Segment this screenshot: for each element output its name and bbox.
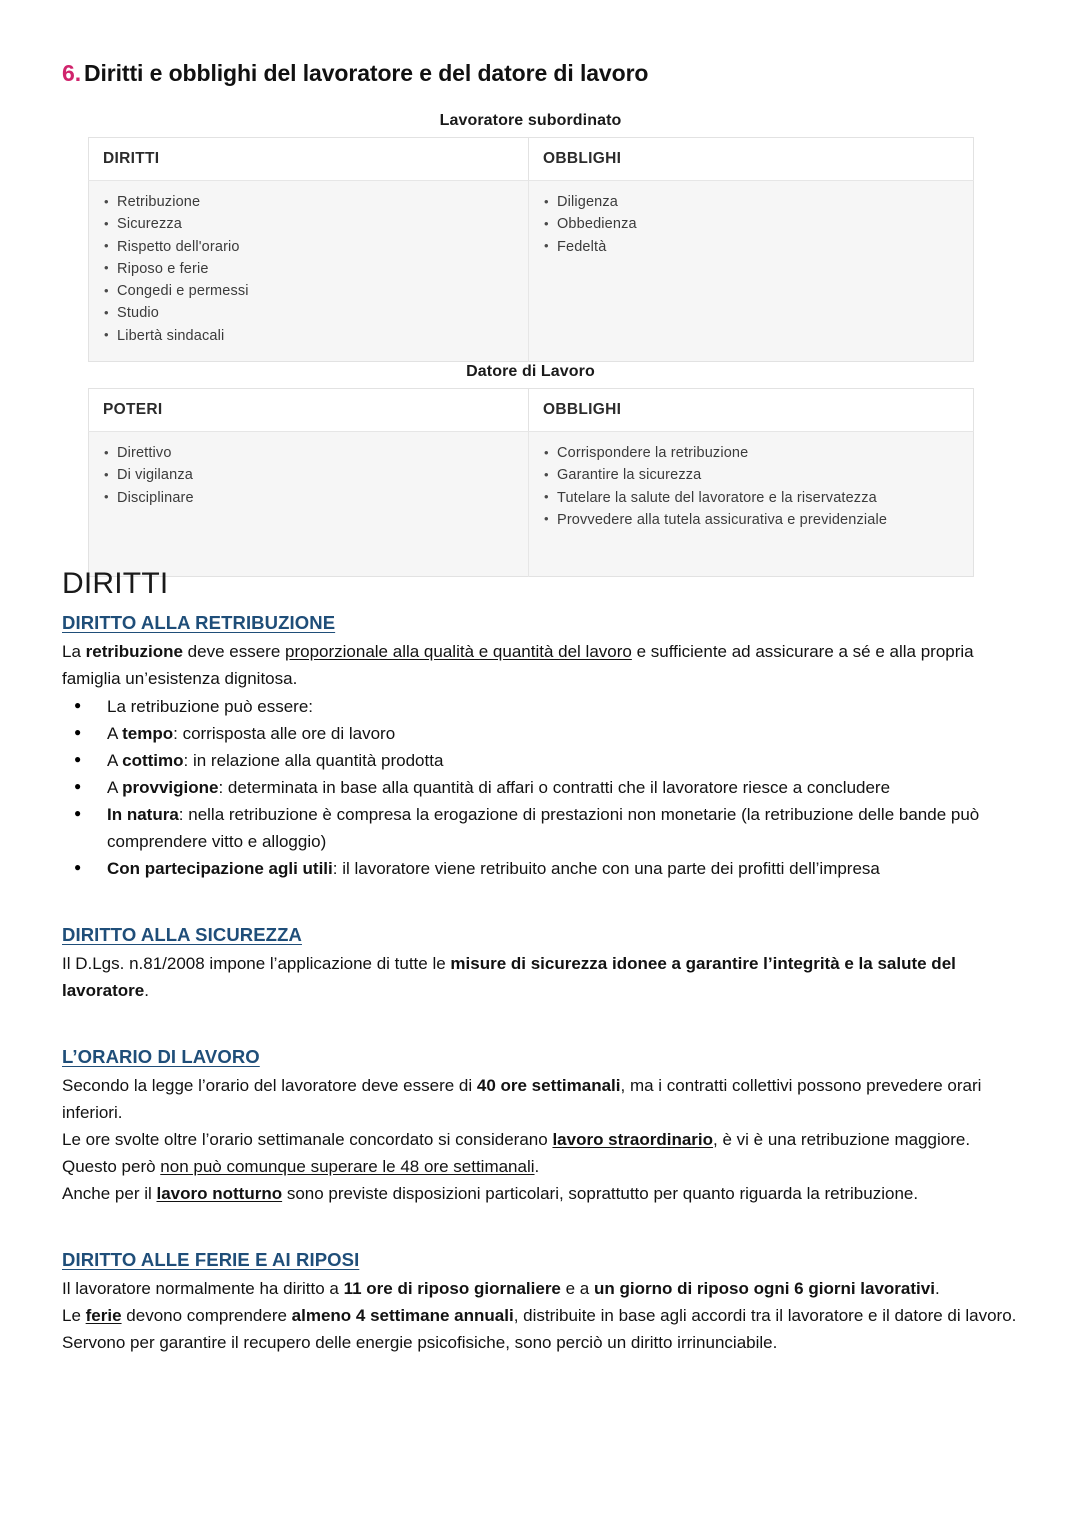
list-item: • Obbedienza <box>529 213 973 235</box>
section-body-sicurezza <box>62 950 1017 1004</box>
text-underline: proporzionale alla qualità e quantità del lavoro <box>285 642 632 661</box>
obblighi-datore-list <box>529 442 973 531</box>
text-fragment: . <box>534 1157 540 1176</box>
list-item <box>62 774 1017 801</box>
section-heading-sicurezza: DIRITTO ALLA SICUREZZA <box>62 924 302 945</box>
cell-poteri-list <box>89 432 529 577</box>
paragraph <box>62 638 1017 692</box>
column-header-poteri: POTERI <box>89 389 529 432</box>
paragraph <box>62 1126 1017 1180</box>
poteri-list <box>89 442 528 509</box>
text-bold-underline: ferie <box>85 1306 122 1325</box>
text-bold: provvigione <box>122 778 219 797</box>
table-block-datore <box>88 363 973 577</box>
spacer <box>62 882 1017 924</box>
section-heading-retribuzione: DIRITTO ALLA RETRIBUZIONE <box>62 612 336 633</box>
paragraph <box>62 1180 1017 1207</box>
section-body-ferie <box>62 1275 1017 1356</box>
list-item: • Fedeltà <box>529 236 973 258</box>
text-bold: Con partecipazione agli utili <box>107 859 333 878</box>
text-fragment: . <box>934 1279 940 1298</box>
text-fragment: A <box>107 778 123 797</box>
text-fragment: Il D.Lgs. n.81/2008 impone l’applicazione di tutte le <box>62 954 451 973</box>
text-fragment: deve essere <box>182 642 285 661</box>
cell-obblighi-list <box>529 181 974 362</box>
section-sicurezza <box>62 924 1017 1004</box>
diritti-list <box>89 191 528 347</box>
table-datore-di-lavoro <box>88 388 974 577</box>
cell-diritti-list <box>89 181 529 362</box>
section-body-retribuzione <box>62 638 1017 882</box>
section-heading-ferie: DIRITTO ALLE FERIE E AI RIPOSI <box>62 1249 360 1270</box>
section-number: 6. <box>62 60 81 86</box>
text-fragment: Le <box>62 1306 86 1325</box>
retribuzione-bullet-list <box>62 693 1017 882</box>
text-bold-underline: lavoro notturno <box>156 1184 283 1203</box>
cell-obblighi-datore-list <box>529 432 974 577</box>
paragraph <box>62 1072 1017 1126</box>
list-item <box>62 855 1017 882</box>
document-body <box>62 612 1017 1356</box>
table-row <box>89 181 974 362</box>
page-title-text: Diritti e obblighi del lavoratore e del datore di lavoro <box>83 60 649 86</box>
text-bold: retribuzione <box>85 642 183 661</box>
paragraph <box>62 1275 1017 1302</box>
text-fragment: : in relazione alla quantità prodotta <box>183 751 444 770</box>
column-header-obblighi-datore: OBBLIGHI <box>529 389 974 432</box>
text-fragment: La retribuzione può essere: <box>107 697 314 716</box>
list-item: • Corrispondere la retribuzione <box>529 442 973 464</box>
table-header-row <box>89 389 974 432</box>
text-fragment: Il lavoratore normalmente ha diritto a <box>62 1279 344 1298</box>
table-caption-datore: Datore di Lavoro <box>466 363 595 380</box>
table-header-row <box>89 138 974 181</box>
text-bold: In natura <box>107 805 179 824</box>
main-heading-diritti: DIRITTI <box>62 567 169 600</box>
section-orario <box>62 1046 1017 1207</box>
spacer <box>62 1207 1017 1249</box>
section-body-orario <box>62 1072 1017 1207</box>
list-item <box>62 801 1017 855</box>
list-item: • Di vigilanza <box>89 464 528 486</box>
text-fragment: : il lavoratore viene retribuito anche con una parte dei profitti dell’impresa <box>332 859 880 878</box>
text-fragment: sono previste disposizioni particolari, soprattutto per quanto riguarda la retribuzione. <box>282 1184 919 1203</box>
page-title <box>62 60 648 87</box>
text-fragment: : corrisposta alle ore di lavoro <box>173 724 396 743</box>
list-item <box>62 693 1017 720</box>
list-item: • Direttivo <box>89 442 528 464</box>
section-retribuzione <box>62 612 1017 882</box>
text-bold: cottimo <box>122 751 184 770</box>
text-fragment: , è vi è una retribuzione maggiore. Questo però <box>62 1130 971 1176</box>
text-bold: 40 ore settimanali <box>476 1076 621 1095</box>
text-fragment: devono comprendere <box>121 1306 292 1325</box>
text-fragment: : determinata in base alla quantità di affari o contratti che il lavoratore riesce a concludere <box>218 778 891 797</box>
list-item: • Diligenza <box>529 191 973 213</box>
text-bold: tempo <box>122 724 174 743</box>
column-header-diritti: DIRITTI <box>89 138 529 181</box>
text-bold: misure di sicurezza idonee a garantire l’integrità e la salute del lavoratore <box>62 954 956 1000</box>
text-bold: un giorno di riposo ogni 6 giorni lavorativi <box>593 1279 935 1298</box>
text-bold: almeno 4 settimane annuali <box>291 1306 514 1325</box>
text-fragment: : nella retribuzione è compresa la erogazione di prestazioni non monetarie (la retribuzione delle bande può comprendere vitto e alloggio) <box>107 805 980 851</box>
text-bold-underline: lavoro straordinario <box>552 1130 714 1149</box>
text-fragment: Secondo la legge l’orario del lavoratore deve essere di <box>62 1076 477 1095</box>
list-item: • Garantire la sicurezza <box>529 464 973 486</box>
text-fragment: e a <box>560 1279 594 1298</box>
table-caption-lavoratore: Lavoratore subordinato <box>439 112 622 129</box>
spacer <box>62 1004 1017 1046</box>
text-fragment: Le ore svolte oltre l’orario settimanale concordato si considerano <box>62 1130 553 1149</box>
section-heading-orario: L’ORARIO DI LAVORO <box>62 1046 260 1067</box>
text-fragment: Anche per il <box>62 1184 157 1203</box>
text-underline: non può comunque superare le 48 ore settimanali <box>160 1157 535 1176</box>
text-bold: 11 ore di riposo giornaliere <box>343 1279 561 1298</box>
list-item <box>62 720 1017 747</box>
text-fragment: e sufficiente ad assicurare a sé e alla propria famiglia un’esistenza dignitosa. <box>62 642 974 688</box>
list-item: • Libertà sindacali <box>89 325 528 347</box>
paragraph <box>62 950 1017 1004</box>
table-lavoratore-subordinato <box>88 137 974 362</box>
list-item <box>62 747 1017 774</box>
obblighi-list <box>529 191 973 258</box>
list-item: • Rispetto dell'orario <box>89 236 528 258</box>
list-item: • Tutelare la salute del lavoratore e la riservatezza <box>529 487 973 509</box>
list-item: • Disciplinare <box>89 487 528 509</box>
list-item: • Studio <box>89 302 528 324</box>
text-fragment: . <box>144 981 149 1000</box>
column-header-obblighi: OBBLIGHI <box>529 138 974 181</box>
paragraph: Servono per garantire il recupero delle energie psicofisiche, sono perciò un diritto irrinunciabile. <box>62 1333 778 1352</box>
table-block-lavoratore <box>88 112 973 362</box>
text-fragment: La <box>62 642 86 661</box>
text-fragment: A <box>107 751 123 770</box>
list-item: • Riposo e ferie <box>89 258 528 280</box>
section-ferie <box>62 1249 1017 1356</box>
list-item: • Congedi e permessi <box>89 280 528 302</box>
list-item: • Retribuzione <box>89 191 528 213</box>
text-fragment: , distribuite in base agli accordi tra il lavoratore e il datore di lavoro. <box>513 1306 1017 1325</box>
list-item: • Provvedere alla tutela assicurativa e previdenziale <box>529 509 973 531</box>
paragraph <box>62 1302 1017 1329</box>
list-item: • Sicurezza <box>89 213 528 235</box>
text-fragment: , ma i contratti collettivi possono prevedere orari inferiori. <box>62 1076 982 1122</box>
text-fragment: A <box>107 724 123 743</box>
table-row <box>89 432 974 577</box>
